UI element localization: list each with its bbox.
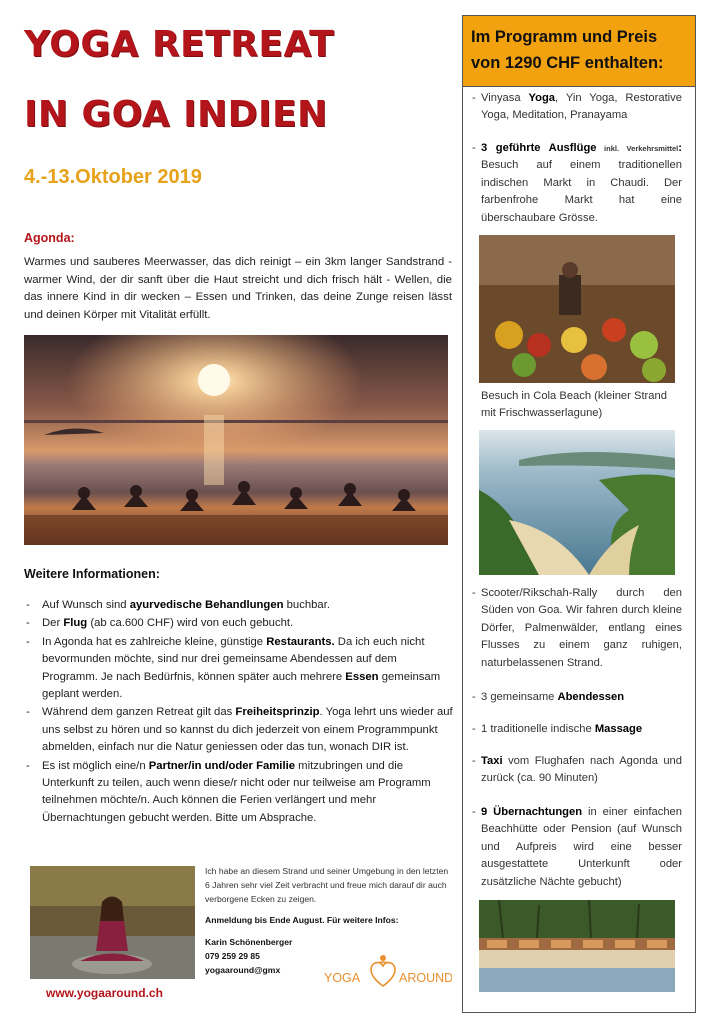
program-item-yoga: - Vinyasa Yoga, Yin Yoga, Restorative Yoga, Meditation, Pranayama bbox=[472, 92, 682, 122]
retreat-dates: 4.-13.Oktober 2019 bbox=[24, 166, 202, 188]
contact-phone[interactable]: 079 259 29 85 bbox=[205, 951, 260, 961]
list-item: - Der Flug (ab ca.600 CHF) wird von euch gebucht. bbox=[24, 615, 454, 632]
program-item-dinners: - 3 gemeinsame Abendessen bbox=[472, 691, 625, 703]
program-item-excursions: - 3 geführte Ausflüge inkl. Verkehrsmittel: Besuch auf einem traditionellen indischen Markt in Chaudi. Der farbenfrohe Markt hat eine überschaubare Grösse. bbox=[472, 142, 682, 224]
title-line-1: YOGA RETREAT bbox=[24, 24, 335, 65]
agonda-description: Warmes und sauberes Meerwasser, das dich reinigt – ein 3km langer Sandstrand - warmer Wind, der dir sanft über die Haut streicht und dich frisch hält - Wellen, die das innere Kind in dir wecken – Essen und Trinken, das deine Zunge reisen lässt und deinen Körper mit Vitalität erfüllt. bbox=[24, 256, 452, 321]
info-heading: Weitere Informationen: bbox=[24, 567, 160, 581]
sunset-yoga-photo bbox=[24, 335, 448, 545]
contact-name: Karin Schönenberger bbox=[205, 937, 293, 947]
list-item: - In Agonda hat es zahlreiche kleine, günstige Restaurants. Da ich euch nicht bevormunden möchte, sind nur drei gemeinsame Abendessen auf dem Programm. Je nach Bedürfnis, können später auch mehrere Essen gemeinsam geplant werden. bbox=[24, 634, 454, 704]
program-item-taxi: - Taxi vom Flughafen nach Agonda und zurück (ca. 90 Minuten) bbox=[472, 755, 682, 785]
cola-beach-photo bbox=[479, 430, 675, 575]
info-list bbox=[24, 597, 454, 828]
program-item-massage: - 1 traditionelle indische Massage bbox=[472, 723, 643, 735]
market-photo bbox=[479, 235, 675, 383]
contact-email[interactable]: yogaaround@gmx bbox=[205, 965, 281, 975]
list-item: - Während dem ganzen Retreat gilt das Freiheitsprinzip. Yoga lehrt uns wieder auf uns selbst zu hören und so kannst du dich jederzeit von einem Programmpunkt abmelden, einfach nur die Natur geniessen oder das tun, wonach DIR ist. bbox=[24, 704, 454, 756]
program-heading: Im Programm und Preis von 1290 CHF enthalten: bbox=[462, 15, 696, 87]
website-link[interactable]: www.yogaaround.ch bbox=[46, 986, 163, 1000]
logo-text-left: YOGA bbox=[324, 971, 361, 985]
instructor-photo bbox=[30, 866, 195, 979]
contact-intro: Ich habe an diesem Strand und seiner Umgebung in den letzten 6 Jahren sehr viel Zeit verbracht und freue mich darauf dir auch verborgene Ecken zu zeigen. bbox=[205, 866, 449, 904]
yoga-around-logo bbox=[322, 950, 452, 1000]
title-line-2: IN GOA INDIEN bbox=[24, 94, 328, 135]
list-item: - Auf Wunsch sind ayurvedische Behandlungen buchbar. bbox=[24, 597, 454, 614]
list-item: - Es ist möglich eine/n Partner/in und/oder Familie mitzubringen und die Unterkunft zu teilen, auch wenn diese/r nicht oder nur teilweise am Programm teilnehmen möchte/n. Auch können die Ferien verlängert und mehr Übernachtungen gebucht werden. Bitte um Absprache. bbox=[24, 758, 454, 828]
agonda-heading: Agonda: bbox=[24, 231, 75, 245]
logo-text-right: AROUND bbox=[399, 971, 452, 985]
program-item-nights: - 9 Übernachtungen in einer einfachen Beachhütte oder Pension (auf Wunsch und Aufpreis wird eine besser ausgestattete Unterkunft oder zusätzliche Nächte gebucht) bbox=[472, 806, 682, 888]
cola-beach-text: Besuch in Cola Beach (kleiner Strand mit Frischwasserlagune) bbox=[481, 390, 667, 420]
beach-huts-photo bbox=[479, 900, 675, 992]
program-item-rally: - Scooter/Rikschah-Rally durch den Süden von Goa. Wir fahren durch kleine Dörfer, Palmenwälder, entlang eines Flusses zu einem ganz ruhigen, naturbelassenen Strand. bbox=[472, 587, 682, 669]
signup-note: Anmeldung bis Ende August. Für weitere Infos: bbox=[205, 915, 399, 925]
